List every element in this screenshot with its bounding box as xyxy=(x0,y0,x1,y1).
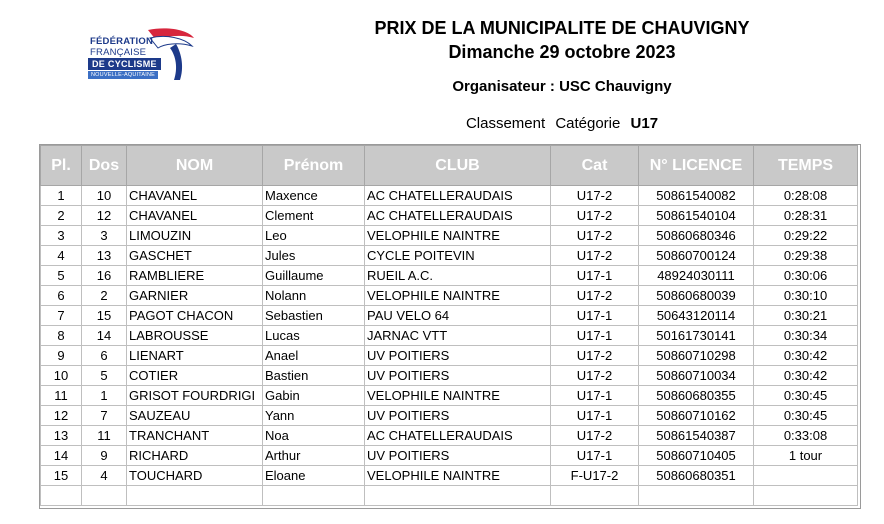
cell-prenom: Eloane xyxy=(263,466,365,486)
cell-nom: RICHARD xyxy=(127,446,263,466)
cell-nom: GARNIER xyxy=(127,286,263,306)
cell-cat: U17-2 xyxy=(551,246,639,266)
cell-club: VELOPHILE NAINTRE xyxy=(365,226,551,246)
cell-dos: 15 xyxy=(82,306,127,326)
cell-prenom: Lucas xyxy=(263,326,365,346)
ffc-logo xyxy=(86,24,198,84)
table-row xyxy=(41,466,858,486)
cell-licence: 50860680351 xyxy=(639,466,754,486)
cell-licence: 50860710162 xyxy=(639,406,754,426)
table-row xyxy=(41,346,858,366)
cell-dos: 4 xyxy=(82,466,127,486)
cell-dos: 10 xyxy=(82,186,127,206)
cell-dos: 2 xyxy=(82,286,127,306)
cell-licence: 50860710034 xyxy=(639,366,754,386)
table-row xyxy=(41,246,858,266)
cell-temps: 0:28:08 xyxy=(754,186,858,206)
col-header-dos: Dos xyxy=(82,146,127,186)
cell-club: UV POITIERS xyxy=(365,446,551,466)
cell-licence: 50643120114 xyxy=(639,306,754,326)
cell-pl: 13 xyxy=(41,426,82,446)
cell-dos: 13 xyxy=(82,246,127,266)
categorie-label: Catégorie xyxy=(555,115,621,132)
cell-dos: 9 xyxy=(82,446,127,466)
cell-dos: 11 xyxy=(82,426,127,446)
cell-temps: 0:30:42 xyxy=(754,346,858,366)
cell-temps: 0:30:06 xyxy=(754,266,858,286)
cell-prenom: Yann xyxy=(263,406,365,426)
cell-temps xyxy=(754,466,858,486)
cell-nom: SAUZEAU xyxy=(127,406,263,426)
table-header-row xyxy=(41,146,858,186)
cell-pl: 8 xyxy=(41,326,82,346)
logo-line-cyclisme: DE CYCLISME xyxy=(88,58,161,70)
col-header-licence: N° LICENCE xyxy=(639,146,754,186)
event-date: Dimanche 29 octobre 2023 xyxy=(448,42,676,62)
table-row xyxy=(41,326,858,346)
cell-nom: CHAVANEL xyxy=(127,206,263,226)
table-row xyxy=(41,206,858,226)
cell-prenom: Sebastien xyxy=(263,306,365,326)
col-header-pl: Pl. xyxy=(41,146,82,186)
table-row xyxy=(41,406,858,426)
cell-club: UV POITIERS xyxy=(365,406,551,426)
table-row xyxy=(41,186,858,206)
event-title: PRIX DE LA MUNICIPALITE DE CHAUVIGNY xyxy=(374,18,750,38)
cell-dos: 7 xyxy=(82,406,127,426)
col-header-temps: TEMPS xyxy=(754,146,858,186)
cell-temps: 0:30:42 xyxy=(754,366,858,386)
cell-licence: 50861540387 xyxy=(639,426,754,446)
cell-pl: 4 xyxy=(41,246,82,266)
cell-pl: 12 xyxy=(41,406,82,426)
col-header-club: CLUB xyxy=(365,146,551,186)
cell-nom: TOUCHARD xyxy=(127,466,263,486)
cell-prenom: Guillaume xyxy=(263,266,365,286)
cell-nom: PAGOT CHACON xyxy=(127,306,263,326)
cell-dos: 1 xyxy=(82,386,127,406)
cell-cat: U17-1 xyxy=(551,446,639,466)
cell-club: JARNAC VTT xyxy=(365,326,551,346)
cell-dos: 16 xyxy=(82,266,127,286)
table-row xyxy=(41,266,858,286)
cell-pl: 2 xyxy=(41,206,82,226)
cell-club: UV POITIERS xyxy=(365,366,551,386)
cell-cat: U17-1 xyxy=(551,386,639,406)
cell-club: VELOPHILE NAINTRE xyxy=(365,286,551,306)
empty-cell xyxy=(639,486,754,506)
cell-cat: U17-2 xyxy=(551,206,639,226)
cell-dos: 6 xyxy=(82,346,127,366)
cell-temps: 0:30:45 xyxy=(754,406,858,426)
table-row-empty xyxy=(41,486,858,506)
cell-cat: U17-2 xyxy=(551,346,639,366)
cell-temps: 0:30:10 xyxy=(754,286,858,306)
table-row xyxy=(41,306,858,326)
cell-cat: U17-2 xyxy=(551,366,639,386)
cell-licence: 50860710298 xyxy=(639,346,754,366)
cell-cat: U17-2 xyxy=(551,426,639,446)
cell-cat: F-U17-2 xyxy=(551,466,639,486)
empty-cell xyxy=(41,486,82,506)
cell-dos: 5 xyxy=(82,366,127,386)
results-table xyxy=(40,145,858,506)
cell-licence: 50861540082 xyxy=(639,186,754,206)
empty-cell xyxy=(551,486,639,506)
results-body xyxy=(41,186,858,506)
cell-cat: U17-2 xyxy=(551,286,639,306)
empty-cell xyxy=(127,486,263,506)
cell-club: UV POITIERS xyxy=(365,346,551,366)
cell-cat: U17-1 xyxy=(551,266,639,286)
cell-cat: U17-2 xyxy=(551,186,639,206)
cell-licence: 48924030111 xyxy=(639,266,754,286)
cell-cat: U17-1 xyxy=(551,326,639,346)
cell-temps: 0:29:38 xyxy=(754,246,858,266)
cell-club: AC CHATELLERAUDAIS xyxy=(365,186,551,206)
cell-licence: 50860710405 xyxy=(639,446,754,466)
empty-cell xyxy=(82,486,127,506)
cell-temps: 0:28:31 xyxy=(754,206,858,226)
cell-nom: CHAVANEL xyxy=(127,186,263,206)
cell-pl: 15 xyxy=(41,466,82,486)
cell-licence: 50860680355 xyxy=(639,386,754,406)
table-row xyxy=(41,446,858,466)
cell-dos: 14 xyxy=(82,326,127,346)
cell-nom: GASCHET xyxy=(127,246,263,266)
cell-prenom: Noa xyxy=(263,426,365,446)
logo-line-federation: FÉDÉRATION xyxy=(90,36,154,47)
cell-club: PAU VELO 64 xyxy=(365,306,551,326)
cell-prenom: Nolann xyxy=(263,286,365,306)
classement-line xyxy=(300,115,824,132)
table-row xyxy=(41,426,858,446)
cell-prenom: Maxence xyxy=(263,186,365,206)
cell-temps: 0:30:34 xyxy=(754,326,858,346)
col-header-nom: NOM xyxy=(127,146,263,186)
cell-pl: 10 xyxy=(41,366,82,386)
cell-cat: U17-1 xyxy=(551,406,639,426)
empty-cell xyxy=(365,486,551,506)
cell-prenom: Jules xyxy=(263,246,365,266)
cell-temps: 0:30:21 xyxy=(754,306,858,326)
cell-pl: 7 xyxy=(41,306,82,326)
cell-pl: 9 xyxy=(41,346,82,366)
cell-club: VELOPHILE NAINTRE xyxy=(365,466,551,486)
col-header-prenom: Prénom xyxy=(263,146,365,186)
cell-temps: 0:33:08 xyxy=(754,426,858,446)
cell-nom: COTIER xyxy=(127,366,263,386)
cell-nom: LIMOUZIN xyxy=(127,226,263,246)
empty-cell xyxy=(263,486,365,506)
cell-pl: 14 xyxy=(41,446,82,466)
cell-prenom: Anael xyxy=(263,346,365,366)
logo-line-francaise: FRANÇAISE xyxy=(90,47,147,58)
table-row xyxy=(41,226,858,246)
cell-dos: 12 xyxy=(82,206,127,226)
categorie-value: U17 xyxy=(630,115,659,132)
cell-prenom: Gabin xyxy=(263,386,365,406)
cell-pl: 6 xyxy=(41,286,82,306)
cell-temps: 0:29:22 xyxy=(754,226,858,246)
cell-dos: 3 xyxy=(82,226,127,246)
cell-cat: U17-1 xyxy=(551,306,639,326)
logo-line-region: NOUVELLE-AQUITAINE xyxy=(88,71,158,79)
cell-nom: LABROUSSE xyxy=(127,326,263,346)
cell-prenom: Bastien xyxy=(263,366,365,386)
cell-temps: 1 tour xyxy=(754,446,858,466)
cell-licence: 50861540104 xyxy=(639,206,754,226)
cell-prenom: Arthur xyxy=(263,446,365,466)
cell-club: VELOPHILE NAINTRE xyxy=(365,386,551,406)
cell-club: AC CHATELLERAUDAIS xyxy=(365,426,551,446)
cell-prenom: Clement xyxy=(263,206,365,226)
cell-prenom: Leo xyxy=(263,226,365,246)
table-row xyxy=(41,286,858,306)
cell-temps: 0:30:45 xyxy=(754,386,858,406)
classement-label: Classement xyxy=(465,115,546,132)
table-row xyxy=(41,366,858,386)
cell-licence: 50161730141 xyxy=(639,326,754,346)
cell-nom: GRISOT FOURDRIGI xyxy=(127,386,263,406)
organiser: Organisateur : USC Chauvigny xyxy=(452,78,672,95)
cell-club: AC CHATELLERAUDAIS xyxy=(365,206,551,226)
cell-nom: TRANCHANT xyxy=(127,426,263,446)
table-row xyxy=(41,386,858,406)
cell-club: RUEIL A.C. xyxy=(365,266,551,286)
cell-pl: 5 xyxy=(41,266,82,286)
cell-cat: U17-2 xyxy=(551,226,639,246)
cell-licence: 50860700124 xyxy=(639,246,754,266)
cell-pl: 11 xyxy=(41,386,82,406)
cell-club: CYCLE POITEVIN xyxy=(365,246,551,266)
cell-licence: 50860680039 xyxy=(639,286,754,306)
empty-cell xyxy=(754,486,858,506)
cell-pl: 1 xyxy=(41,186,82,206)
cell-nom: RAMBLIERE xyxy=(127,266,263,286)
cell-nom: LIENART xyxy=(127,346,263,366)
cell-pl: 3 xyxy=(41,226,82,246)
col-header-cat: Cat xyxy=(551,146,639,186)
cell-licence: 50860680346 xyxy=(639,226,754,246)
